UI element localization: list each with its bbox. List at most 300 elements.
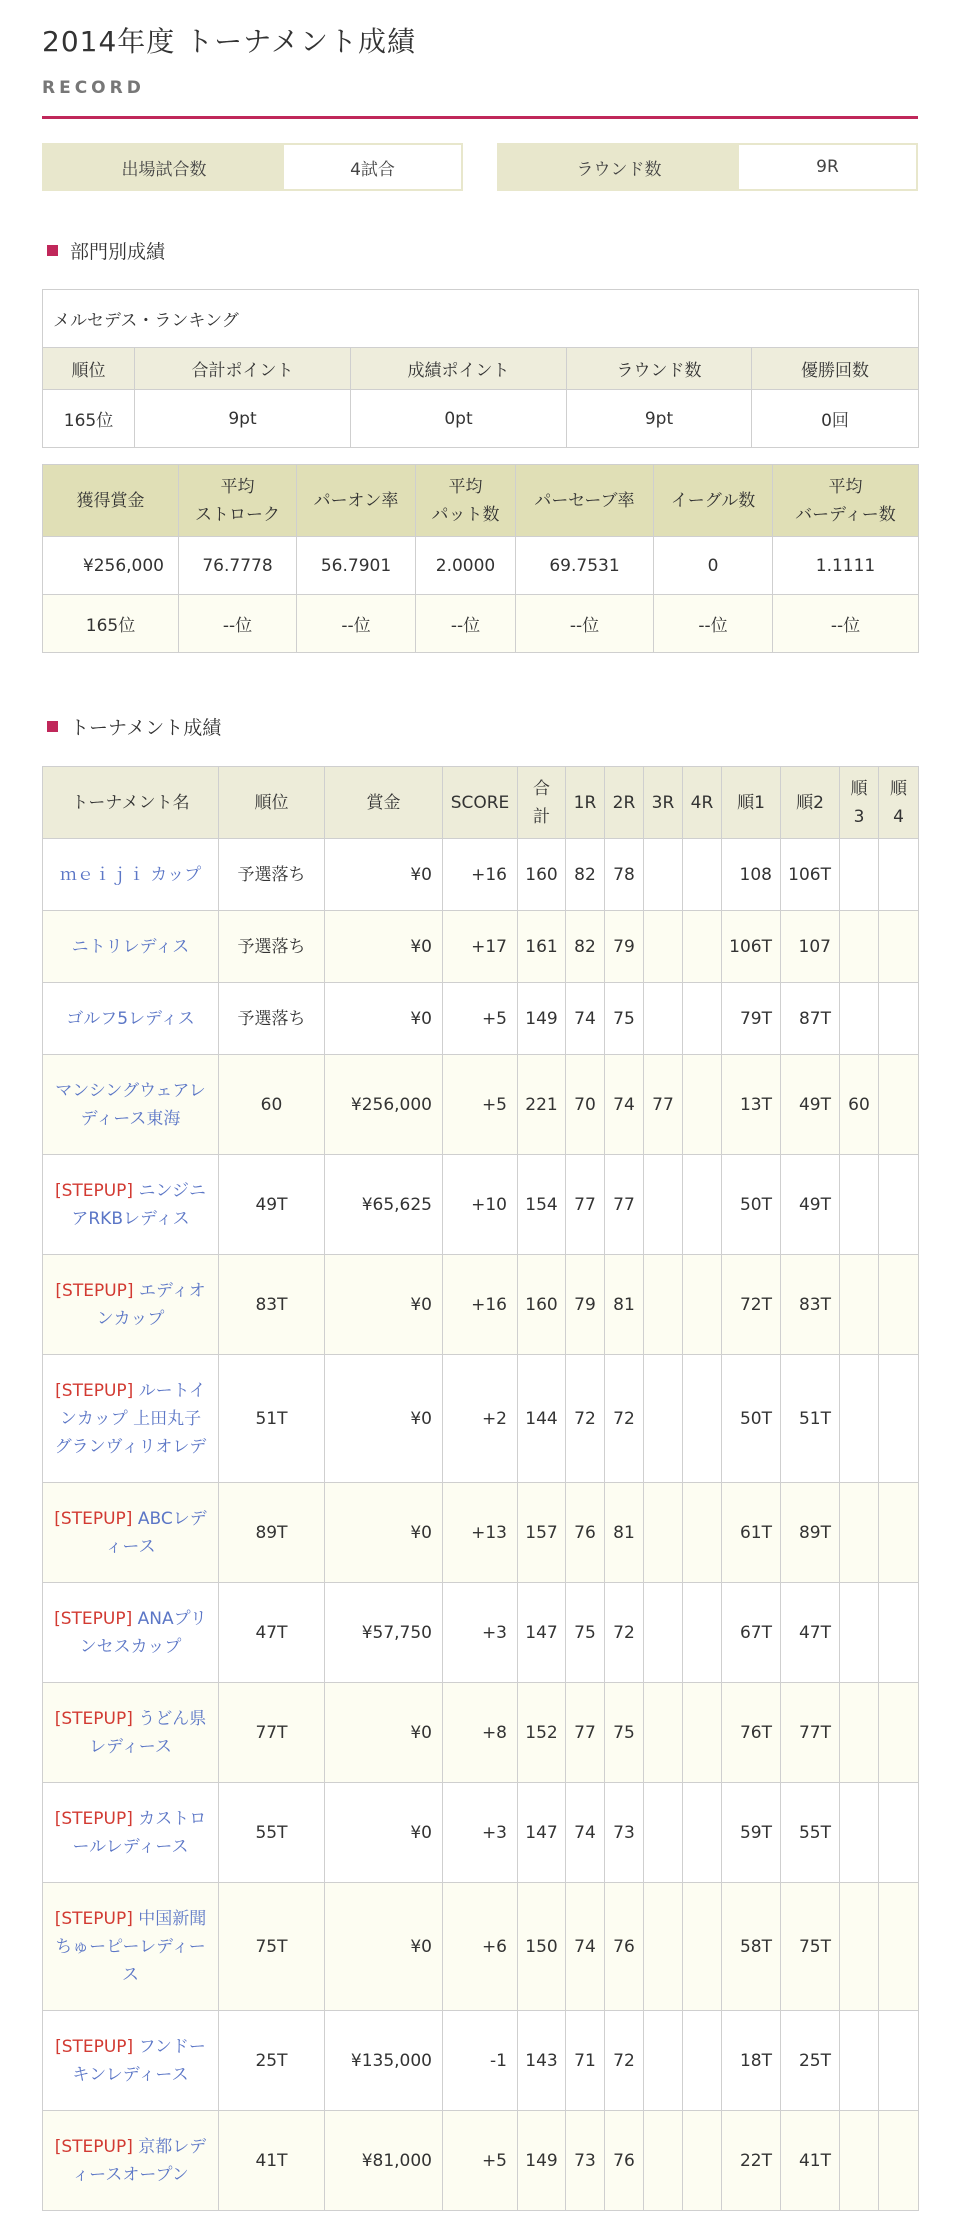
rank-cell: 83T <box>219 1255 325 1355</box>
pos2-cell: 77T <box>781 1683 840 1783</box>
tournament-name-text: ールレディース <box>72 1836 189 1857</box>
tournament-name-text: ｍｅｉｊｉ カップ <box>59 864 202 885</box>
tournament-name-text: ディース東海 <box>80 1108 181 1129</box>
tournament-link[interactable] <box>54 1609 207 1657</box>
round1-cell: 72 <box>566 1355 605 1483</box>
stats-cell: 76.7778 <box>179 537 297 595</box>
tournament-body <box>43 839 919 2211</box>
round2-cell: 74 <box>605 1055 644 1155</box>
pos2-cell: 51T <box>781 1355 840 1483</box>
round2-cell: 73 <box>605 1783 644 1883</box>
rounds-label: ラウンド数 <box>576 159 662 180</box>
page-title: 2014年度 トーナメント成績 <box>42 25 417 58</box>
total-cell: 150 <box>518 1883 566 2011</box>
division-heading <box>42 237 918 264</box>
stats-rank-cell: --位 <box>297 595 416 653</box>
table-row <box>43 1883 919 2011</box>
pos4-cell <box>879 983 919 1055</box>
rank-cell: 89T <box>219 1483 325 1583</box>
total-cell: 152 <box>518 1683 566 1783</box>
header-score: SCORE <box>443 767 518 839</box>
stats-header: パーセーブ率 <box>516 465 654 537</box>
pos3-cell <box>840 2111 879 2211</box>
pos3-cell <box>840 2011 879 2111</box>
pos3-cell <box>840 1355 879 1483</box>
total-cell: 147 <box>518 1783 566 1883</box>
round3-cell <box>644 983 683 1055</box>
stats-table <box>42 464 919 653</box>
header-r4: 4R <box>683 767 722 839</box>
round4-cell <box>683 911 722 983</box>
round2-cell: 77 <box>605 1155 644 1255</box>
section-marker-icon <box>47 245 58 256</box>
pos4-cell <box>879 1355 919 1483</box>
round3-cell <box>644 1783 683 1883</box>
tournament-name-text: ンカップ <box>96 1308 165 1329</box>
round4-cell <box>683 1483 722 1583</box>
pos1-cell: 72T <box>722 1255 781 1355</box>
score-cell: +16 <box>443 1255 518 1355</box>
pos2-cell: 49T <box>781 1055 840 1155</box>
pos4-cell <box>879 1683 919 1783</box>
tournament-heading <box>42 713 918 740</box>
round1-cell: 74 <box>566 983 605 1055</box>
header-p4: 順 4 <box>879 767 919 839</box>
tournament-link[interactable] <box>55 1381 207 1457</box>
round1-cell: 82 <box>566 839 605 911</box>
tournament-name-cell <box>43 1683 219 1783</box>
round3-cell <box>644 839 683 911</box>
tournament-name-cell <box>43 2111 219 2211</box>
pos1-cell: 13T <box>722 1055 781 1155</box>
pos2-cell: 83T <box>781 1255 840 1355</box>
table-row <box>43 1355 919 1483</box>
pos4-cell <box>879 911 919 983</box>
score-cell: +2 <box>443 1355 518 1483</box>
total-cell: 160 <box>518 839 566 911</box>
table-row <box>43 983 919 1055</box>
score-cell: +16 <box>443 839 518 911</box>
tournament-name-text: ちゅーピーレディー <box>55 1936 206 1957</box>
stepup-tag: [STEPUP] <box>55 1380 134 1401</box>
mercedes-header: 成績ポイント <box>351 348 567 390</box>
round3-cell <box>644 1483 683 1583</box>
tournament-name-cell <box>43 1355 219 1483</box>
games-value: 4試合 <box>284 145 461 189</box>
score-cell: +5 <box>443 2111 518 2211</box>
round2-cell: 76 <box>605 1883 644 2011</box>
rank-cell: 55T <box>219 1783 325 1883</box>
table-row <box>43 1055 919 1155</box>
stats-header: 平均 ストローク <box>179 465 297 537</box>
score-cell: +17 <box>443 911 518 983</box>
table-row <box>43 1483 919 1583</box>
score-cell: +13 <box>443 1483 518 1583</box>
tournament-name-cell <box>43 1155 219 1255</box>
stepup-tag: [STEPUP] <box>54 1808 133 1829</box>
pos2-cell: 75T <box>781 1883 840 2011</box>
tournament-name-text: レディース <box>89 1736 172 1757</box>
mercedes-caption: メルセデス・ランキング <box>43 290 919 348</box>
round1-cell: 74 <box>566 1783 605 1883</box>
round3-cell <box>644 2111 683 2211</box>
rank-cell: 60 <box>219 1055 325 1155</box>
rank-cell: 25T <box>219 2011 325 2111</box>
tournament-name-cell <box>43 1483 219 1583</box>
round4-cell <box>683 2111 722 2211</box>
table-row <box>43 1783 919 1883</box>
pos4-cell <box>879 839 919 911</box>
pos4-cell <box>879 1883 919 2011</box>
round4-cell <box>683 1883 722 2011</box>
stepup-tag: [STEPUP] <box>54 1708 133 1729</box>
score-cell: +3 <box>443 1583 518 1683</box>
rounds-value: 9R <box>739 145 916 189</box>
prize-cell: ¥0 <box>325 1783 443 1883</box>
pos4-cell <box>879 1255 919 1355</box>
pos2-cell: 47T <box>781 1583 840 1683</box>
stats-rank-cell: --位 <box>179 595 297 653</box>
table-row <box>43 839 919 911</box>
score-cell: +10 <box>443 1155 518 1255</box>
header-p1: 順1 <box>722 767 781 839</box>
tournament-name-text: 中国新聞 <box>132 1908 207 1929</box>
header-prize: 賞金 <box>325 767 443 839</box>
header-r3: 3R <box>644 767 683 839</box>
tournament-name-text: ンカップ 上田丸子 <box>59 1408 202 1429</box>
pos4-cell <box>879 1583 919 1683</box>
stats-header-row <box>43 465 919 537</box>
stats-rank-cell: --位 <box>654 595 773 653</box>
mercedes-value-row <box>43 390 919 448</box>
round1-cell: 70 <box>566 1055 605 1155</box>
total-cell: 147 <box>518 1583 566 1683</box>
pos1-cell: 108 <box>722 839 781 911</box>
pos3-cell <box>840 1483 879 1583</box>
tournament-name-text: ニンジニ <box>133 1180 207 1201</box>
prize-cell: ¥0 <box>325 839 443 911</box>
tournament-name-text: ルートイ <box>133 1380 206 1401</box>
tournament-link[interactable] <box>55 1809 207 1857</box>
rank-cell: 75T <box>219 1883 325 2011</box>
round3-cell <box>644 1583 683 1683</box>
pos4-cell <box>879 1155 919 1255</box>
tournament-link[interactable] <box>55 1281 205 1329</box>
round2-cell: 72 <box>605 2011 644 2111</box>
tournament-name-text: アRKBレディス <box>71 1208 190 1229</box>
total-cell: 161 <box>518 911 566 983</box>
pos3-cell <box>840 1783 879 1883</box>
round4-cell <box>683 1583 722 1683</box>
stats-rank-cell: --位 <box>773 595 919 653</box>
tournament-link[interactable] <box>55 1081 205 1129</box>
round2-cell: 75 <box>605 1683 644 1783</box>
stepup-tag: [STEPUP] <box>54 1508 133 1529</box>
tournament-name-text: キンレディース <box>72 2064 189 2085</box>
score-cell: +5 <box>443 1055 518 1155</box>
round2-cell: 81 <box>605 1255 644 1355</box>
round1-cell: 77 <box>566 1155 605 1255</box>
rank-cell: 47T <box>219 1583 325 1683</box>
rank-cell: 予選落ち <box>219 839 325 911</box>
tournament-name-text: ニトリレディス <box>71 936 190 957</box>
tournament-link[interactable] <box>66 1009 194 1029</box>
pos2-cell: 49T <box>781 1155 840 1255</box>
tournament-name-text: ANAプリ <box>132 1608 207 1629</box>
mercedes-cell: 9pt <box>135 390 351 448</box>
tournament-name-text: グランヴィリオレデ <box>54 1436 207 1457</box>
stepup-tag: [STEPUP] <box>54 1180 134 1201</box>
division-heading-text: 部門別成績 <box>70 241 166 263</box>
pos2-cell: 107 <box>781 911 840 983</box>
stepup-tag: [STEPUP] <box>54 1608 133 1629</box>
mercedes-header: 順位 <box>43 348 135 390</box>
stepup-tag: [STEPUP] <box>55 1280 134 1301</box>
prize-cell: ¥0 <box>325 1355 443 1483</box>
mercedes-ranking-table <box>42 289 919 448</box>
pos3-cell <box>840 911 879 983</box>
prize-cell: ¥0 <box>325 911 443 983</box>
stepup-tag: [STEPUP] <box>54 1908 133 1929</box>
stats-cell: 56.7901 <box>297 537 416 595</box>
pos3-cell: 60 <box>840 1055 879 1155</box>
pos3-cell <box>840 1583 879 1683</box>
tournament-heading-text: トーナメント成績 <box>70 717 222 739</box>
stats-rank-cell: --位 <box>416 595 516 653</box>
score-cell: +8 <box>443 1683 518 1783</box>
pos1-cell: 50T <box>722 1155 781 1255</box>
rank-cell: 51T <box>219 1355 325 1483</box>
round4-cell <box>683 1255 722 1355</box>
stats-header: 平均 パット数 <box>416 465 516 537</box>
tournament-link[interactable] <box>54 1509 206 1557</box>
pos1-cell: 61T <box>722 1483 781 1583</box>
prize-cell: ¥0 <box>325 983 443 1055</box>
round2-cell: 75 <box>605 983 644 1055</box>
tournament-name-text: ィースオープン <box>72 2164 189 2185</box>
prize-cell: ¥57,750 <box>325 1583 443 1683</box>
round3-cell <box>644 1155 683 1255</box>
mercedes-header: 優勝回数 <box>752 348 919 390</box>
stats-cell: 2.0000 <box>416 537 516 595</box>
header-p2: 順2 <box>781 767 840 839</box>
round3-cell <box>644 2011 683 2111</box>
mercedes-header: ラウンド数 <box>567 348 752 390</box>
pos1-cell: 59T <box>722 1783 781 1883</box>
stats-value-row <box>43 537 919 595</box>
round4-cell <box>683 1055 722 1155</box>
table-row <box>43 1583 919 1683</box>
pos4-cell <box>879 2011 919 2111</box>
tournament-table <box>42 766 919 2211</box>
tournament-link[interactable] <box>55 1909 207 1985</box>
round1-cell: 75 <box>566 1583 605 1683</box>
round4-cell <box>683 1355 722 1483</box>
tournament-name-text: エディオ <box>133 1280 206 1301</box>
score-cell: +3 <box>443 1783 518 1883</box>
total-cell: 149 <box>518 2111 566 2211</box>
round2-cell: 72 <box>605 1355 644 1483</box>
pos1-cell: 50T <box>722 1355 781 1483</box>
tournament-name-cell <box>43 839 219 911</box>
pos3-cell <box>840 983 879 1055</box>
stats-header: イーグル数 <box>654 465 773 537</box>
tournament-link[interactable] <box>55 1181 206 1229</box>
round3-cell <box>644 911 683 983</box>
stats-header: 平均 バーディー数 <box>773 465 919 537</box>
prize-cell: ¥0 <box>325 1483 443 1583</box>
round1-cell: 74 <box>566 1883 605 2011</box>
tournament-name-cell <box>43 1783 219 1883</box>
tournament-name-cell <box>43 2011 219 2111</box>
prize-cell: ¥0 <box>325 1683 443 1783</box>
pos4-cell <box>879 1055 919 1155</box>
pos1-cell: 67T <box>722 1583 781 1683</box>
total-cell: 157 <box>518 1483 566 1583</box>
round3-cell: 77 <box>644 1055 683 1155</box>
stats-header: 獲得賞金 <box>43 465 179 537</box>
round4-cell <box>683 2011 722 2111</box>
tournament-link[interactable] <box>55 2137 207 2185</box>
round3-cell <box>644 1683 683 1783</box>
pos2-cell: 87T <box>781 983 840 1055</box>
tournament-name-text: うどん県 <box>132 1708 207 1729</box>
tournament-link[interactable] <box>55 1709 207 1757</box>
tournament-link[interactable] <box>55 2037 206 2085</box>
table-row <box>43 2111 919 2211</box>
tournament-name-text: フンドー <box>133 2036 206 2057</box>
record-page <box>42 0 918 2211</box>
round4-cell <box>683 1783 722 1883</box>
table-row <box>43 1683 919 1783</box>
round4-cell <box>683 983 722 1055</box>
header-total: 合 計 <box>518 767 566 839</box>
mercedes-cell: 0pt <box>351 390 567 448</box>
rank-cell: 41T <box>219 2111 325 2211</box>
stats-cell: 0 <box>654 537 773 595</box>
rank-cell: 予選落ち <box>219 911 325 983</box>
table-row <box>43 2011 919 2111</box>
pos4-cell <box>879 2111 919 2211</box>
prize-cell: ¥0 <box>325 1255 443 1355</box>
pos1-cell: 106T <box>722 911 781 983</box>
stepup-tag: [STEPUP] <box>54 2136 133 2157</box>
stats-rank-row <box>43 595 919 653</box>
prize-cell: ¥65,625 <box>325 1155 443 1255</box>
summary-row <box>42 143 918 191</box>
rank-cell: 77T <box>219 1683 325 1783</box>
pos3-cell <box>840 1683 879 1783</box>
prize-cell: ¥81,000 <box>325 2111 443 2211</box>
tournament-name-text: ィース <box>105 1536 156 1557</box>
score-cell: +6 <box>443 1883 518 2011</box>
stats-cell: 1.1111 <box>773 537 919 595</box>
tournament-name-cell <box>43 983 219 1055</box>
title-divider <box>42 116 918 119</box>
total-cell: 149 <box>518 983 566 1055</box>
round4-cell <box>683 839 722 911</box>
round2-cell: 72 <box>605 1583 644 1683</box>
header-r2: 2R <box>605 767 644 839</box>
tournament-name-text: ス <box>122 1964 139 1985</box>
tournament-name-text: マンシングウェアレ <box>55 1080 206 1101</box>
table-row <box>43 911 919 983</box>
round4-cell <box>683 1155 722 1255</box>
score-cell: +5 <box>443 983 518 1055</box>
prize-cell: ¥0 <box>325 1883 443 2011</box>
pos1-cell: 79T <box>722 983 781 1055</box>
round1-cell: 76 <box>566 1483 605 1583</box>
tournament-name-text: ABCレデ <box>132 1508 207 1529</box>
pos4-cell <box>879 1783 919 1883</box>
stats-cell: ¥256,000 <box>43 537 179 595</box>
header-r1: 1R <box>566 767 605 839</box>
rank-cell: 49T <box>219 1155 325 1255</box>
pos2-cell: 25T <box>781 2011 840 2111</box>
tournament-name-text: ンセスカップ <box>79 1636 182 1657</box>
pos4-cell <box>879 1483 919 1583</box>
header-rank: 順位 <box>219 767 325 839</box>
round1-cell: 82 <box>566 911 605 983</box>
mercedes-header-row <box>43 348 919 390</box>
pos2-cell: 55T <box>781 1783 840 1883</box>
table-row <box>43 1155 919 1255</box>
round1-cell: 77 <box>566 1683 605 1783</box>
stats-rank-cell: 165位 <box>43 595 179 653</box>
mercedes-header: 合計ポイント <box>135 348 351 390</box>
pos2-cell: 106T <box>781 839 840 911</box>
total-cell: 221 <box>518 1055 566 1155</box>
total-cell: 143 <box>518 2011 566 2111</box>
total-cell: 144 <box>518 1355 566 1483</box>
stats-rank-cell: --位 <box>516 595 654 653</box>
tournament-name-cell <box>43 1883 219 2011</box>
round1-cell: 73 <box>566 2111 605 2211</box>
pos2-cell: 89T <box>781 1483 840 1583</box>
tournament-header-row <box>43 767 919 839</box>
pos1-cell: 76T <box>722 1683 781 1783</box>
tournament-name-cell <box>43 1255 219 1355</box>
total-cell: 160 <box>518 1255 566 1355</box>
table-row <box>43 1255 919 1355</box>
rounds-summary <box>497 143 918 191</box>
tournament-link[interactable] <box>60 865 201 885</box>
mercedes-cell: 165位 <box>43 390 135 448</box>
prize-cell: ¥256,000 <box>325 1055 443 1155</box>
tournament-name-text: ゴルフ5レディス <box>66 1008 195 1029</box>
total-cell: 154 <box>518 1155 566 1255</box>
tournament-name-text: 京都レデ <box>132 2136 207 2157</box>
mercedes-cell: 0回 <box>752 390 919 448</box>
games-label: 出場試合数 <box>121 159 207 180</box>
prize-cell: ¥135,000 <box>325 2011 443 2111</box>
stepup-tag: [STEPUP] <box>55 2036 134 2057</box>
round2-cell: 78 <box>605 839 644 911</box>
pos2-cell: 41T <box>781 2111 840 2211</box>
round4-cell <box>683 1683 722 1783</box>
rank-cell: 予選落ち <box>219 983 325 1055</box>
pos3-cell <box>840 1155 879 1255</box>
header-name: トーナメント名 <box>43 767 219 839</box>
tournament-link[interactable] <box>72 937 190 957</box>
pos3-cell <box>840 839 879 911</box>
score-cell: -1 <box>443 2011 518 2111</box>
round2-cell: 79 <box>605 911 644 983</box>
pos1-cell: 58T <box>722 1883 781 2011</box>
round2-cell: 76 <box>605 2111 644 2211</box>
round1-cell: 79 <box>566 1255 605 1355</box>
round3-cell <box>644 1255 683 1355</box>
